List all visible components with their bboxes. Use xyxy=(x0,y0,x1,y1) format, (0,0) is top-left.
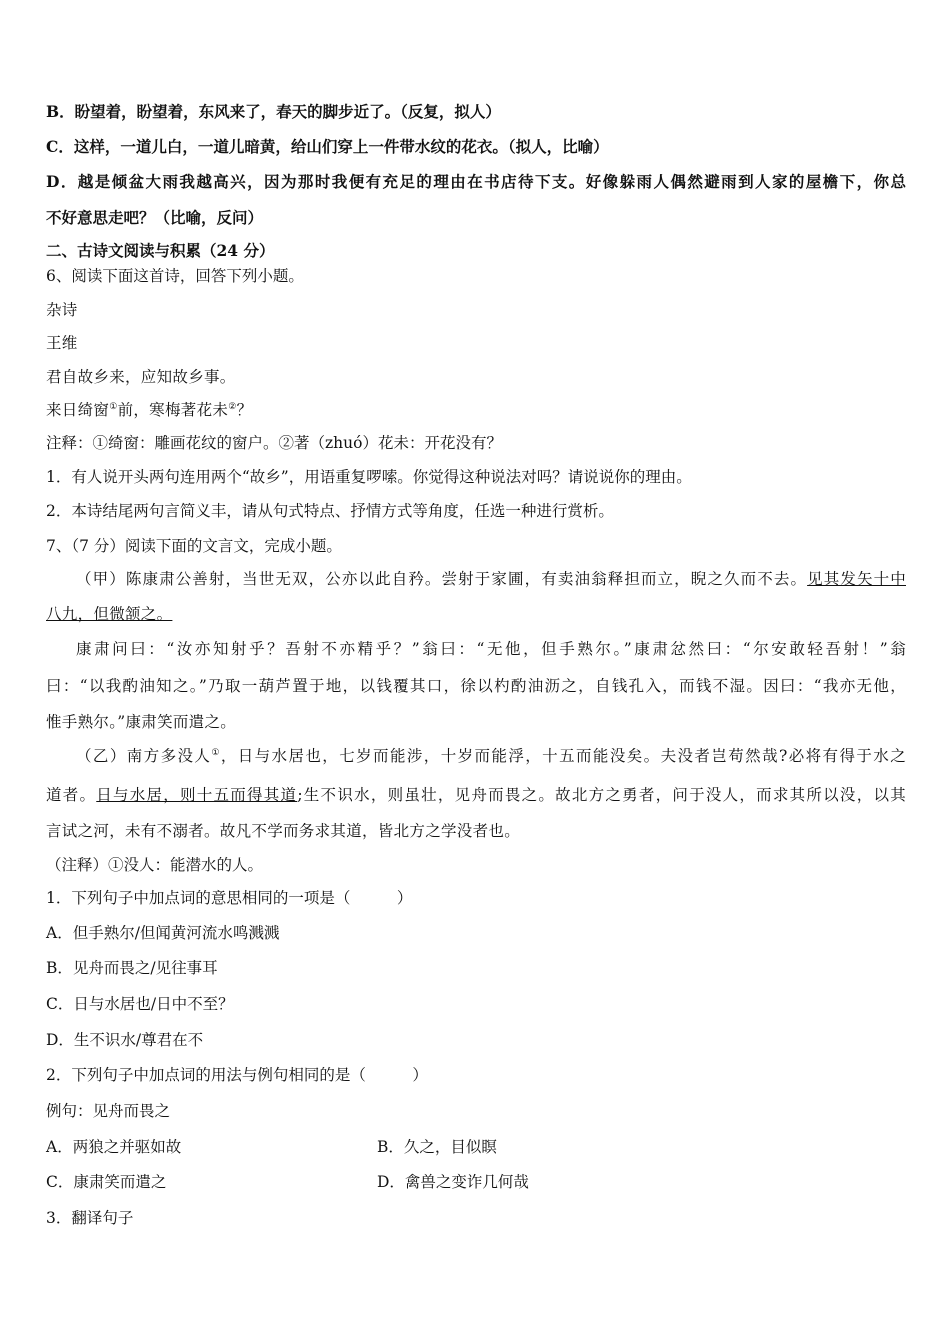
poem-note: 注释：①绮窗：雕画花纹的窗户。②著（zhuó）花未：开花没有？ xyxy=(46,434,502,452)
q7-prompt: 7、（7 分）阅读下面的文言文，完成小题。 xyxy=(46,537,342,555)
poem-line1: 君自故乡来，应知故乡事。 xyxy=(46,368,236,386)
q7-sub2-option-a: A．两狼之并驱如故 xyxy=(46,1138,182,1156)
text-note: （注释）①没人：能潜水的人。 xyxy=(46,856,264,874)
option-d-line1: D．越是倾盆大雨我越高兴，因为那时我便有充足的理由在书店待下支。好像躲雨人偶然避雨到人家的屋檐下，你总 xyxy=(46,172,906,191)
q7-sub1-option-c: C．日与水居也/日中不至？ xyxy=(46,995,234,1013)
q7-sub1-option-b: B．见舟而畏之/见往事耳 xyxy=(46,959,218,977)
text-jia-line5: 惟手熟尔。”康肃笑而遣之。 xyxy=(46,713,237,731)
text-jia-line2: 八九，但微颔之。 xyxy=(46,605,173,623)
poem-title: 杂诗 xyxy=(46,301,78,319)
q7-sub3: 3．翻译句子 xyxy=(46,1209,134,1227)
option-b: B．盼望着，盼望着，东风来了，春天的脚步近了。（反复，拟人） xyxy=(46,102,501,121)
q7-sub2-example: 例句：见舟而畏之 xyxy=(46,1102,171,1120)
q7-sub2-option-d: D．禽兽之变诈几何哉 xyxy=(377,1173,529,1191)
q6-prompt: 6、阅读下面这首诗，回答下列小题。 xyxy=(46,267,304,285)
q7-sub2-option-b: B．久之，目似瞑 xyxy=(377,1138,497,1156)
q6-sub1: 1．有人说开头两句连用两个“故乡”，用语重复啰嗦。你觉得这种说法对吗？请说说你的理由。 xyxy=(46,468,692,486)
text-yi-line3: 言试之河，未有不溺者。故凡不学而务求其道，皆北方之学没者也。 xyxy=(46,822,521,840)
section-heading: 二、古诗文阅读与积累（24 分） xyxy=(46,241,275,260)
text-yi-line1: （乙）南方多没人①，日与水居也，七岁而能涉，十岁而能浮，十五而能没矣。夫没者岂苟然哉?必将有得于水之 xyxy=(76,747,906,765)
q7-sub1: 1．下列句子中加点词的意思相同的一项是（ ） xyxy=(46,889,413,907)
q6-sub2: 2．本诗结尾两句言简义丰，请从句式特点、抒情方式等角度，任选一种进行赏析。 xyxy=(46,502,614,520)
poem-line2: 来日绮窗①前，寒梅著花未②？ xyxy=(46,401,253,419)
q7-sub1-option-a: A．但手熟尔/但闻黄河流水鸣溅溅 xyxy=(46,924,280,942)
text-jia-line3: 康肃问曰：“汝亦知射乎？吾射不亦精乎？”翁曰：“无他，但手熟尔。”康肃忿然曰：“尔安敢轻吾射！”翁 xyxy=(76,640,906,658)
text-yi-line2: 道者。日与水居，则十五而得其道;生不识水，则虽壮，见舟而畏之。故北方之勇者，问于没人，而求其所以没，以其 xyxy=(46,786,906,804)
text-jia-line4: 曰：“以我酌油知之。”乃取一葫芦置于地，以钱覆其口，徐以杓酌油沥之，自钱孔入，而钱不湿。因曰：“我亦无他， xyxy=(46,677,906,695)
q7-sub2: 2．下列句子中加点词的用法与例句相同的是（ ） xyxy=(46,1066,428,1084)
option-d-line2: 不好意思走吧？（比喻，反问） xyxy=(46,208,264,227)
option-c: C．这样，一道儿白，一道儿暗黄，给山们穿上一件带水纹的花衣。（拟人，比喻） xyxy=(46,137,609,156)
poem-author: 王维 xyxy=(46,334,78,352)
q7-sub1-option-d: D．生不识水/尊君在不 xyxy=(46,1031,204,1049)
text-jia-line1: （甲）陈康肃公善射，当世无双，公亦以此自矜。尝射于家圃，有卖油翁释担而立，睨之久而不去。见其发矢十中 xyxy=(76,570,906,588)
q7-sub2-option-c: C．康肃笑而遣之 xyxy=(46,1173,167,1191)
